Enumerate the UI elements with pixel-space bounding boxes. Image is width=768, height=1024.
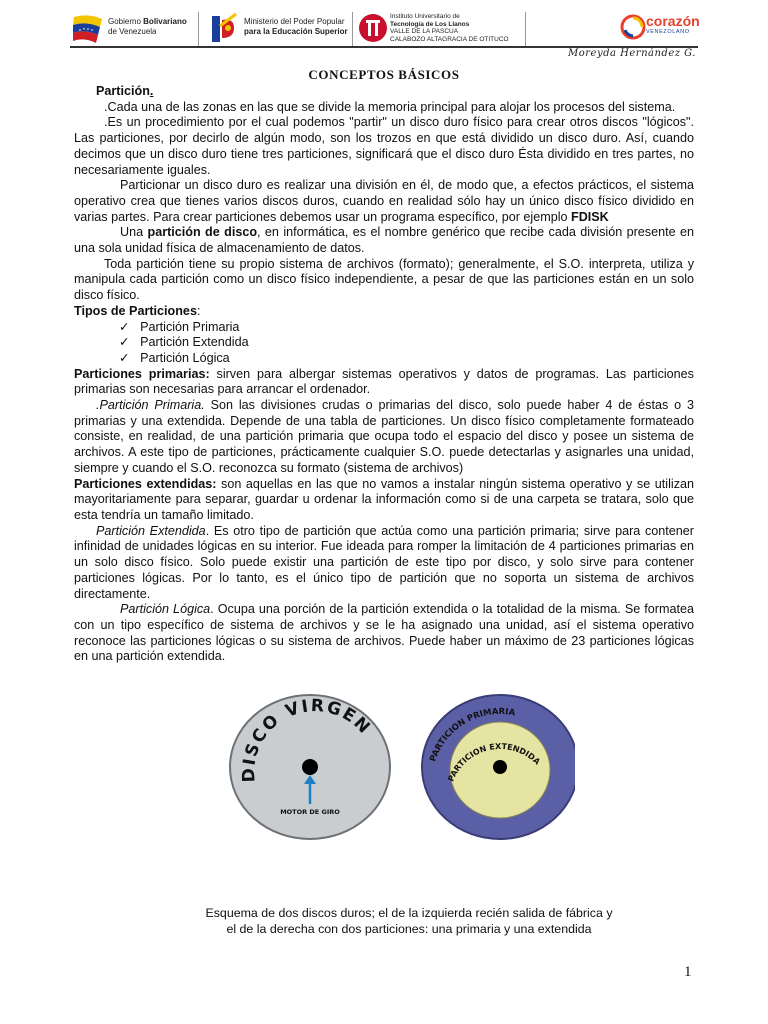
page-number: 1 [684, 964, 692, 980]
disk1-label: DISCO VIRGEN [238, 695, 375, 783]
tipos-list-item: ✓ Partición Primaria [119, 319, 240, 334]
page-title: CONCEPTOS BÁSICOS [308, 67, 460, 82]
corazon-heart-icon [620, 12, 646, 42]
paragraph-particion-extendida: Partición Extendida. Es otro tipo de partición que actúa como una partición primaria; sirve para contener infinidad de unidades lógicas en su interior. Fue ideada para romper la limitación de 4 particiones primarias en un solo disco físico. Solo puede existir una partición de este tipo por disco, y solo sirve para contener particiones lógicas. Por lo tanto, es el único tipo de partición que no soporta un sistema de archivos directamente. [74, 523, 694, 601]
author-name: Moreyda Hernández G. [568, 48, 696, 59]
checkmark-icon: ✓ [119, 319, 130, 334]
logo-instituto-text: Instituto Universitario de Tecnología de Los Llanos VALLE DE LA PASCUA CALABOZO ALTAGRACIA DE OTITUCO [390, 13, 509, 43]
disk-diagram [215, 692, 575, 856]
ministerio-logo-icon [206, 12, 240, 46]
disk2-outer-label: PARTICION PRIMARIA [428, 706, 516, 764]
venezuela-flag-icon [70, 13, 106, 45]
paragraph-primarias: Particiones primarias: sirven para albergar sistemas operativos y datos de programas. Las particiones primarias son necesarias para arrancar el ordenador. [74, 366, 694, 397]
logo-gobierno-text: Gobierno Bolivariano de Venezuela [108, 17, 187, 36]
tipos-list-item: ✓ Partición Extendida [119, 335, 249, 350]
disk1-motor-label: MOTOR DE GIRO [280, 808, 340, 816]
disk-virgen [230, 695, 390, 839]
paragraph-3: Particionar un disco duro es realizar una división en él, de modo que, a efectos prácticos, el sistema operativo crea que tienes varios discos duros, cuando en realidad sólo hay un único disco físico dividido en varias partes. Para crear particiones debemos usar un programa específico, por ejemplo FDISK [74, 178, 694, 224]
paragraph-2: .Es un procedimiento por el cual podemos "partir" un disco duro físico para crear otros discos "lógicos". Las particiones, por decirlo de algún modo, son los trozos en que está dividido un disco duro. Así, cuando decimos que un disco duro tiene tres particiones, significará que el disco duro Ésta dividido en tres partes, no necesariamente iguales. [74, 115, 694, 177]
disk2-spindle [493, 760, 507, 774]
logo-ministerio-text: Ministerio del Poder Popular para la Educación Superior [244, 17, 348, 36]
paragraph-4: Una partición de disco, en informática, es el nombre genérico que recibe cada división presente en una sola unidad física de almacenamiento de datos. [74, 225, 694, 256]
disk1-spindle [302, 759, 318, 775]
tipos-list-item: ✓ Partición Lógica [119, 350, 230, 365]
disk2-inner-label: PARTICION EXTENDIDA [446, 741, 542, 783]
paragraph-particion-logica: Partición Lógica. Ocupa una porción de la partición extendida o la totalidad de la misma. Se formatea con un tipo específico de sistema de archivos y se le ha asignado una unidad, así el sistema operativo reconoce las particiones lógicas o su sistema de archivos. Puede haber un máximo de 23 particiones lógicas en una partición extendida. [74, 602, 695, 664]
paragraph-1: .Cada una de las zonas en las que se divide la memoria principal para alojar los procesos del sistema. [104, 99, 676, 114]
document-body [74, 84, 694, 665]
figure-caption: Esquema de dos discos duros; el de la izquierda recién salida de fábrica y el de la derecha con dos particiones: una primaria y una extendida [205, 906, 613, 936]
checkmark-icon: ✓ [119, 335, 130, 350]
instituto-logo-icon [358, 13, 388, 43]
paragraph-particion-primaria: .Partición Primaria. Son las divisiones crudas o primarias del disco, solo puede haber 4 de éstas o 3 primarias y una extendida. Depende de una tabla de particiones. Un disco físico completamente formateado consiste, en realidad, de una partición primaria que ocupa todo el espacio del disco y posee un sistema de archivos. A este tipo de particiones, prácticamente cualquier S.O. puede detectarlas y asignarles una unidad, siempre y cuando el S.O. reconozca su formato (sistema de archivos) [74, 398, 694, 475]
disk-particionado [422, 695, 575, 839]
checkmark-icon: ✓ [119, 350, 130, 365]
paragraph-extendidas: Particiones extendidas: son aquellas en las que no vamos a instalar ningún sistema operativo y se utilizan mayoritariamente para separar, guardar u ordenar la información como si de una carpeta se tratara, solo que esta tendría un tamaño limitado. [74, 476, 694, 522]
tipos-heading: Tipos de Particiones: [74, 303, 201, 318]
particion-heading: Partición. [96, 84, 154, 98]
logo-corazon-text: corazón VENEZOLANO [646, 13, 700, 35]
paragraph-5: Toda partición tiene su propio sistema de archivos (formato); generalmente, el S.O. interpreta, utiliza y manipula cada partición como un disco físico independiente, a pesar de que las particiones están en un solo disco físico. [74, 256, 694, 303]
